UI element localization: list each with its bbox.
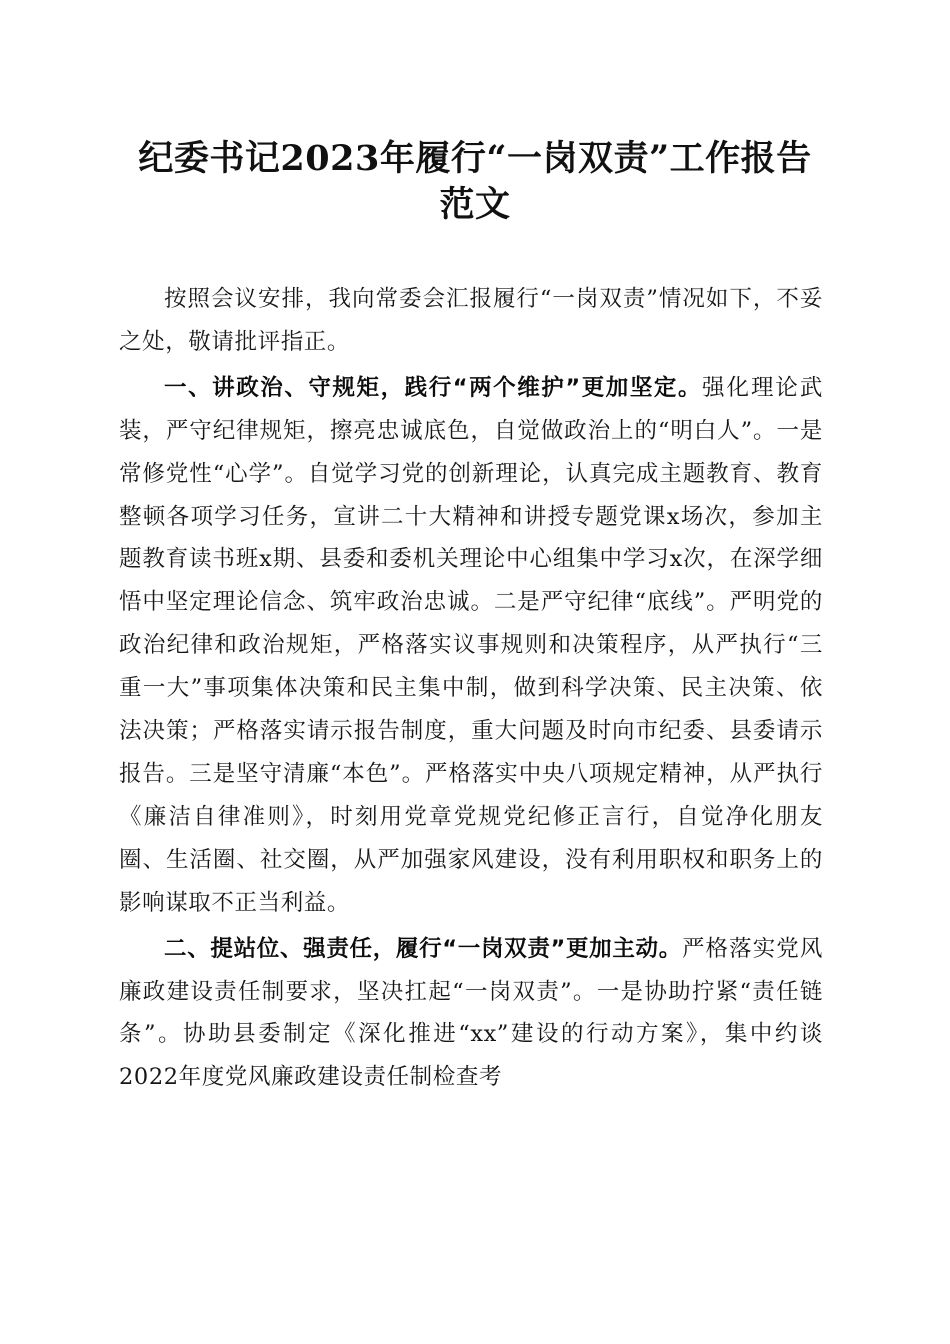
title-line-2: 范文: [439, 184, 511, 225]
title-line-1: 纪委书记2023年履行“一岗双责”工作报告: [138, 138, 812, 179]
section-2-heading: 二、提站位、强责任，履行“一岗双责”更加主动。: [164, 935, 682, 962]
document-title: [110, 136, 840, 228]
section-2-paragraph: [119, 928, 823, 1100]
section-1-body: 强化理论武装，严守纪律规矩，擦亮忠诚底色，自觉做政治上的“明白人”。一是常修党性“心学”。自觉学习党的创新理论，认真完成主题教育、教育整顿各项学习任务，宣讲二十大精神和讲授专题党课x场次，参加主题教育读书班x期、县委和委机关理论中心组集中学习x次，在深学细悟中坚定理论信念、筑牢政治忠诚。二是严守纪律“底线”。严明党的政治纪律和政治规矩，严格落实议事规则和决策程序，从严执行“三重一大”事项集体决策和民主集中制，做到科学决策、民主决策、依法决策；严格落实请示报告制度，重大问题及时向市纪委、县委请示报告。三是坚守清廉“本色”。严格落实中央八项规定精神，从严执行《廉洁自律准则》，时刻用党章党规党纪修正言行，自觉净化朋友圈、生活圈、社交圈，从严加强家风建设，没有利用职权和职务上的影响谋取不正当利益。: [119, 374, 823, 916]
section-1-heading: 一、讲政治、守规矩，践行“两个维护”更加坚定。: [164, 374, 703, 401]
document-body: [119, 278, 823, 1099]
section-2-body: 严格落实党风廉政建设责任制要求，坚决扛起“一岗双责”。一是协助拧紧“责任链条”。协助县委制定《深化推进“xx”建设的行动方案》，集中约谈2022年度党风廉政建设责任制检查考: [119, 935, 823, 1091]
section-1-paragraph: [119, 367, 823, 925]
intro-paragraph: 按照会议安排，我向常委会汇报履行“一岗双责”情况如下，不妥之处，敬请批评指正。: [119, 286, 823, 355]
